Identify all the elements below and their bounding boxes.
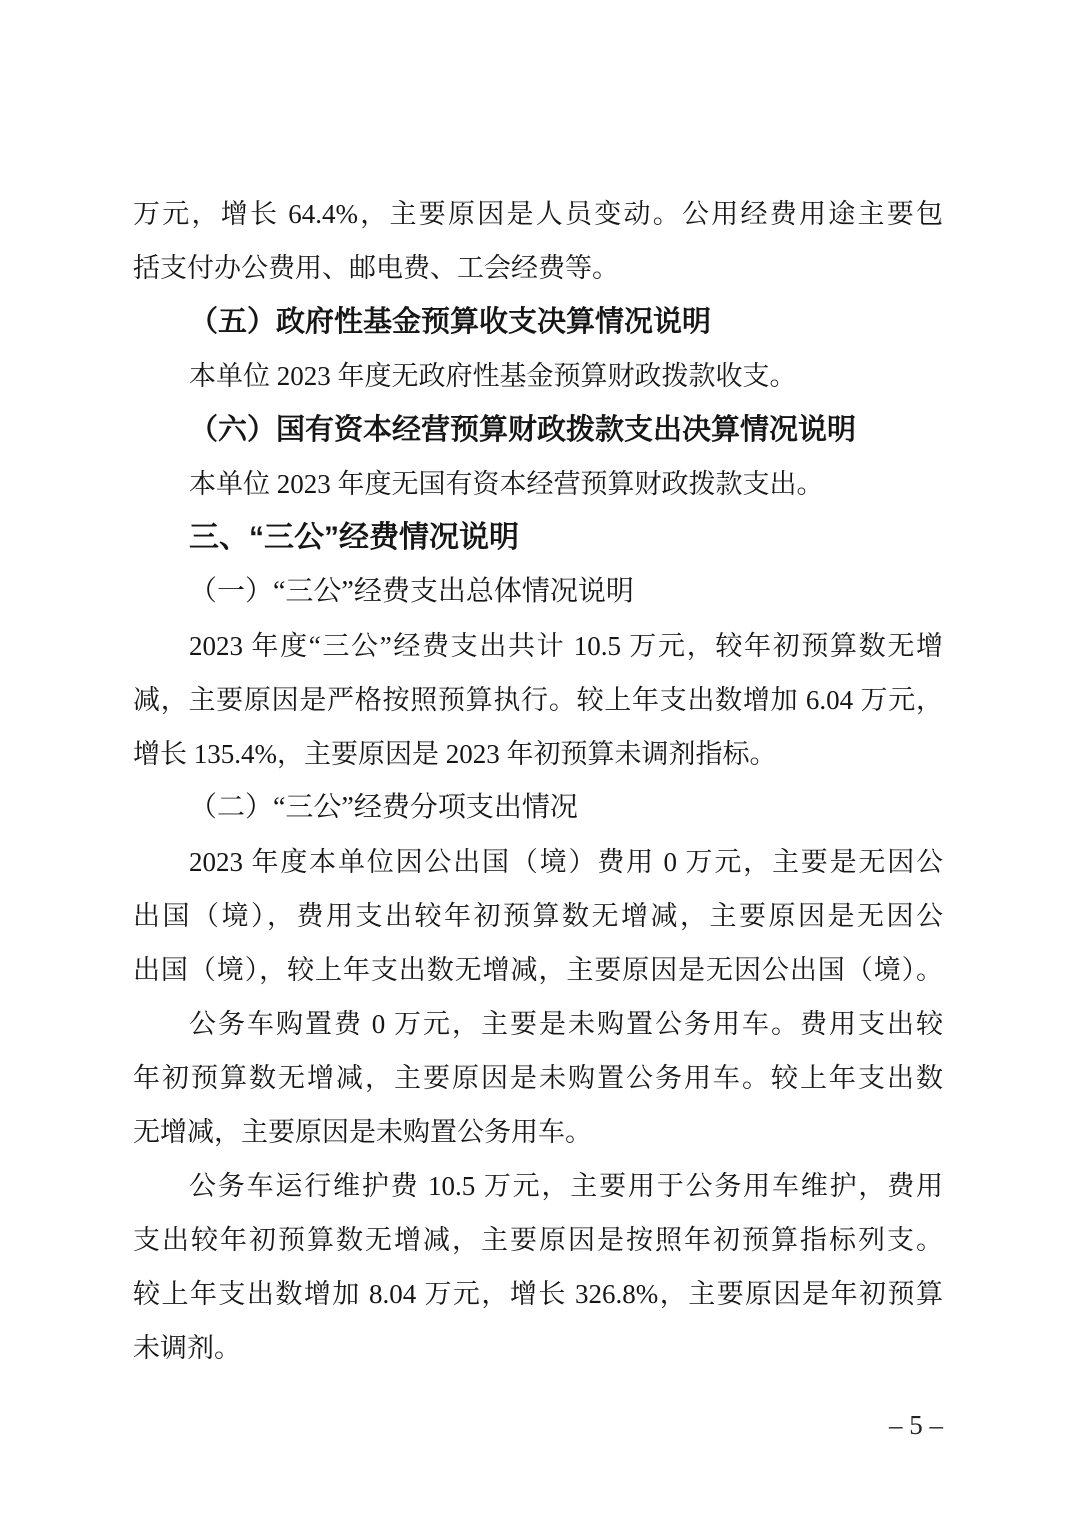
section-6-heading: （六）国有资本经营预算财政拨款支出决算情况说明	[189, 414, 857, 446]
total-expense-paragraph-line-3: 增长 135.4%，主要原因是 2023 年初预算未调剂指标。	[133, 739, 777, 769]
section-5-heading: （五）政府性基金预算收支决算情况说明	[189, 306, 712, 338]
chapter-3-sub-2-heading: （二）“三公”经费分项支出情况	[189, 792, 578, 823]
vehicle-maintenance-paragraph-line-4: 未调剂。	[133, 1333, 241, 1363]
abroad-paragraph-line-2: 出国（境），费用支出较年初预算数无增减，主要原因是无因公	[133, 901, 943, 931]
vehicle-maintenance-paragraph-line-3: 较上年支出数增加 8.04 万元，增长 326.8%，主要原因是年初预算	[133, 1279, 943, 1309]
section-5-body: 本单位 2023 年度无政府性基金预算财政拨款收支。	[189, 361, 797, 391]
chapter-3-heading: 三、“三公”经费情况说明	[189, 521, 519, 554]
vehicle-purchase-paragraph-line-1: 公务车购置费 0 万元，主要是未购置公务用车。费用支出较	[189, 1009, 943, 1039]
document-content	[133, 187, 943, 1375]
vehicle-maintenance-paragraph-line-1: 公务车运行维护费 10.5 万元，主要用于公务用车维护，费用	[189, 1171, 943, 1201]
section-6-body: 本单位 2023 年度无国有资本经营预算财政拨款支出。	[189, 469, 824, 499]
continued-paragraph-line-2: 括支付办公费用、邮电费、工会经费等。	[133, 253, 619, 283]
continued-paragraph-line-1: 万元，增长 64.4%，主要原因是人员变动。公用经费用途主要包	[133, 199, 943, 229]
abroad-paragraph-line-3: 出国（境），较上年支出数无增减，主要原因是无因公出国（境）。	[133, 955, 943, 985]
page-number: – 5 –	[889, 1410, 943, 1440]
vehicle-purchase-paragraph-line-2: 年初预算数无增减，主要原因是未购置公务用车。较上年支出数	[133, 1063, 943, 1093]
total-expense-paragraph-line-2: 减，主要原因是严格按照预算执行。较上年支出数增加 6.04 万元，	[133, 685, 943, 715]
chapter-3-sub-1-heading: （一）“三公”经费支出总体情况说明	[189, 576, 634, 607]
total-expense-paragraph-line-1: 2023 年度“三公”经费支出共计 10.5 万元，较年初预算数无增	[189, 631, 943, 661]
vehicle-maintenance-paragraph-line-2: 支出较年初预算数无增减，主要原因是按照年初预算指标列支。	[133, 1225, 943, 1255]
abroad-paragraph-line-1: 2023 年度本单位因公出国（境）费用 0 万元，主要是无因公	[189, 847, 943, 877]
vehicle-purchase-paragraph-line-3: 无增减，主要原因是未购置公务用车。	[133, 1117, 592, 1147]
